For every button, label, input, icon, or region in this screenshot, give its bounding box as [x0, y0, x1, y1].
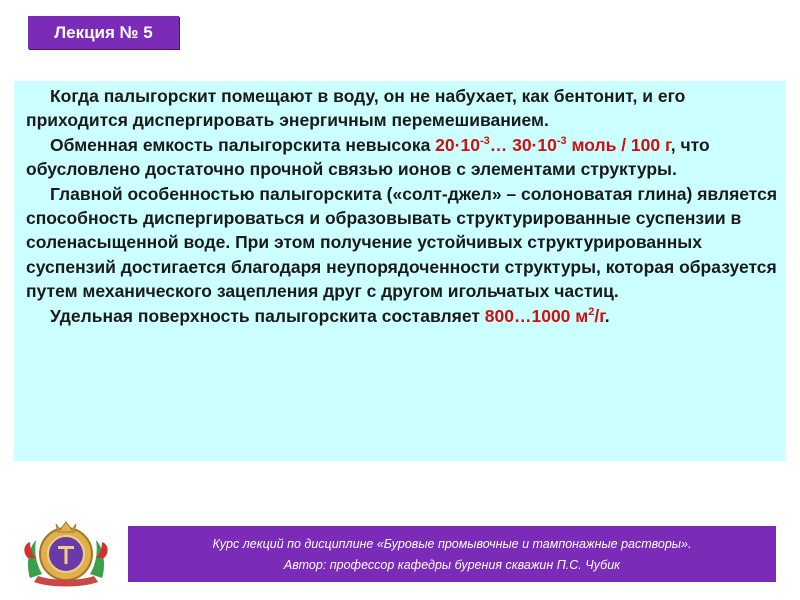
capacity-min-exponent: -3 [479, 134, 490, 147]
lecture-number-badge [28, 16, 179, 49]
lecture-number-label: Лекция № 5 [54, 22, 153, 42]
range-separator: … [489, 134, 513, 155]
course-title: Курс лекций по дисциплине «Буровые промывочные и тампонажные растворы». [212, 537, 692, 551]
paragraph-2-text-end: , что обусловлено достаточно прочной связью ионов с элементами структуры. [26, 134, 710, 180]
paragraph-2-text-start: Обменная емкость палыгорскита невысока [50, 134, 436, 155]
exchange-capacity-value [435, 135, 671, 155]
capacity-max-base: 30·10 [512, 134, 557, 155]
capacity-max-exponent: -3 [556, 134, 567, 147]
surface-area-number: 800…1000 м [484, 305, 589, 326]
paragraph-2 [26, 133, 778, 182]
course-author: Автор: профессор кафедры бурения скважин П.С. Чубик [283, 558, 621, 572]
university-emblem-icon [20, 518, 112, 590]
course-footer [128, 526, 776, 582]
lecture-content [14, 81, 786, 461]
paragraph-3: Главной особенностью палыгорскита («солт-джел» – солоноватая глина) является способность диспергироваться и образовывать структурированные суспензии в соленасыщенной воде. При этом получение устойчивых структурированных суспензий достигается благодаря неупорядоченности структуры, которая образуется путем механического зацепления друг с другом игольчатых частиц. [26, 183, 778, 302]
paragraph-4-text-start: Удельная поверхность палыгорскита составляет [50, 305, 485, 326]
surface-area-exponent: 2 [588, 305, 595, 318]
capacity-min-base: 20·10 [435, 134, 480, 155]
paragraph-1: Когда палыгорскит помещают в воду, он не набухает, как бентонит, и его приходится диспергировать энергичным перемешиванием. [26, 86, 686, 131]
paragraph-4-end: . [604, 305, 610, 326]
surface-area-value [485, 306, 605, 326]
capacity-unit: моль / 100 г [566, 134, 671, 155]
paragraph-4 [26, 304, 778, 328]
surface-area-unit: /г [594, 305, 605, 326]
